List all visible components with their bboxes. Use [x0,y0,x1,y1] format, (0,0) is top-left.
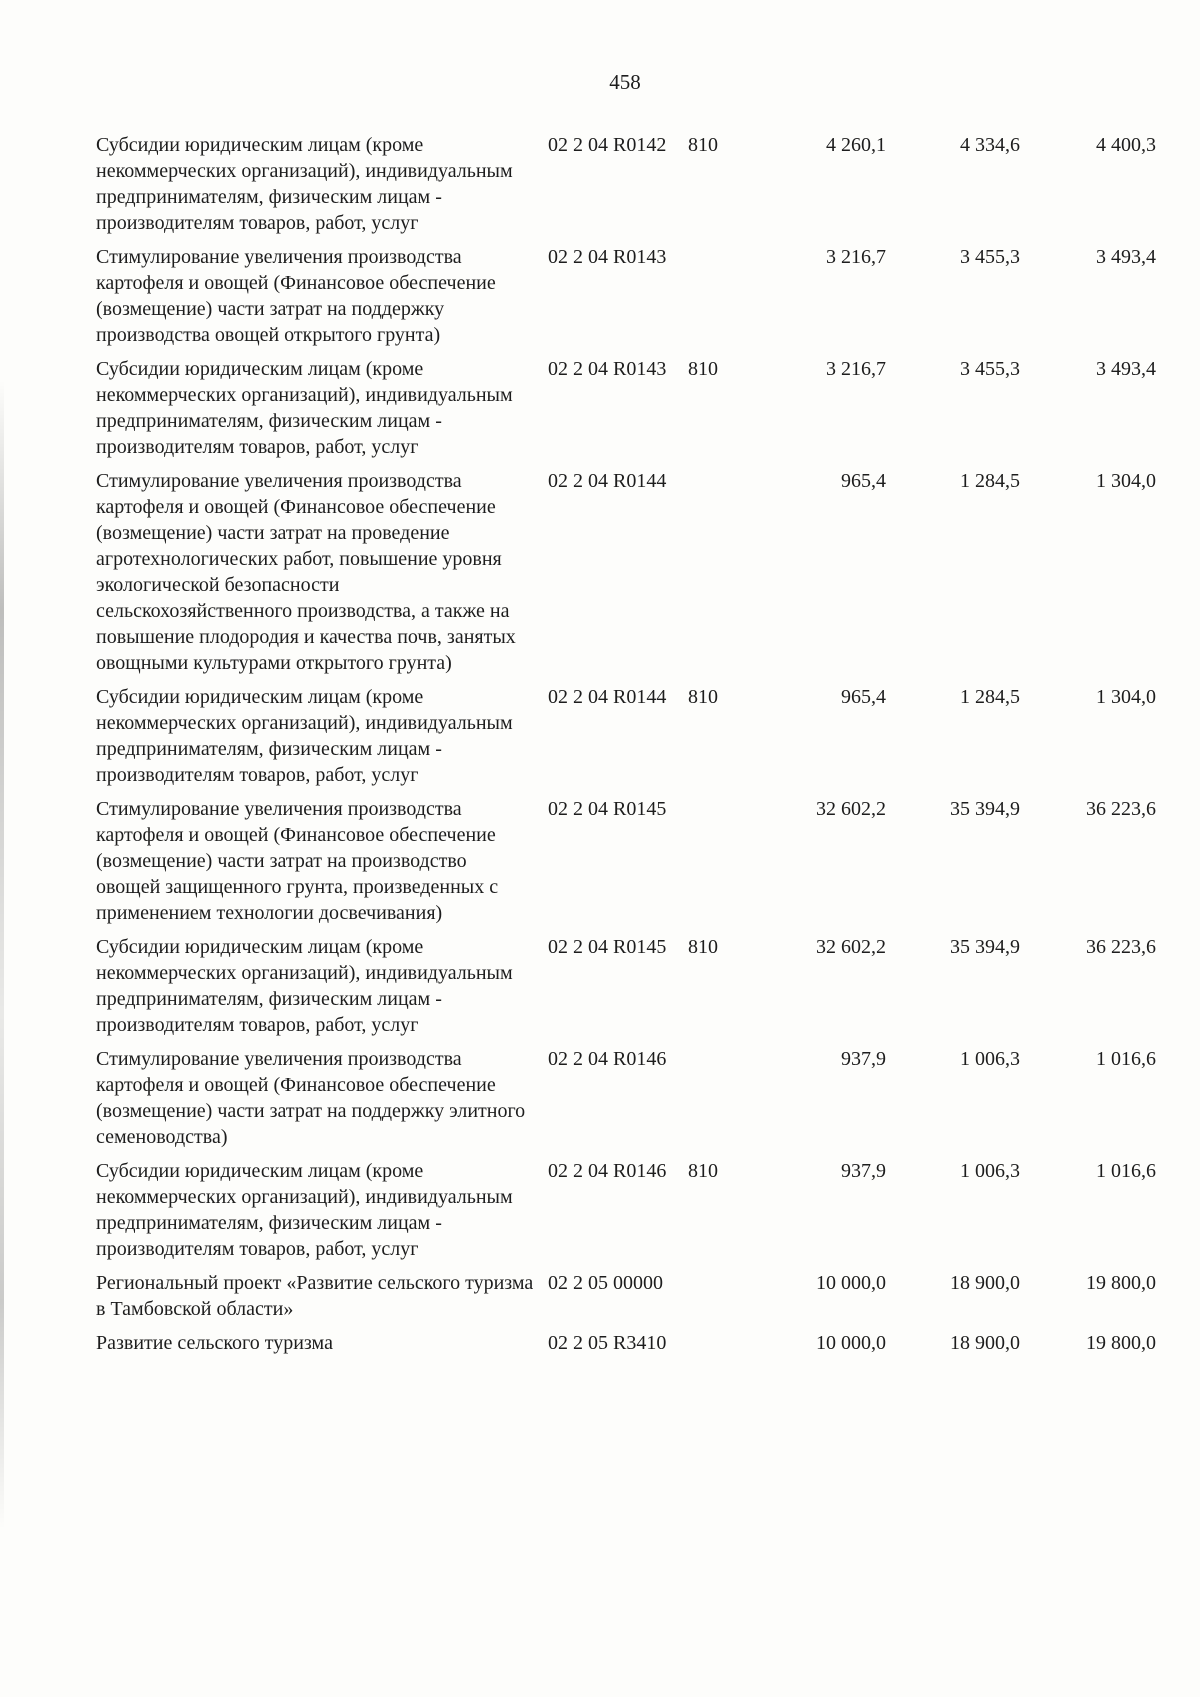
row-amount-year-3: 19 800,0 [1086,1332,1156,1354]
row-amount-year-2: 4 334,6 [960,134,1020,156]
row-amount-year-3: 36 223,6 [1086,798,1156,820]
budget-table [96,132,1166,1364]
row-amount-year-1: 4 260,1 [826,134,886,156]
row-code: 02 2 04 R0146 [548,1160,667,1182]
row-name: Субсидии юридическим лицам (кроме некоммерческих организаций), индивидуальным предпринимателям, физическим лицам - производителям товаров, работ, услуг [96,936,513,1036]
row-amount-year-3: 1 304,0 [1096,686,1156,708]
row-amount-year-3: 3 493,4 [1096,246,1156,268]
row-name: Региональный проект «Развитие сельского туризма в Тамбовской области» [96,1272,534,1320]
row-amount-year-3: 4 400,3 [1096,134,1156,156]
row-amount-year-2: 1 284,5 [960,470,1020,492]
row-name: Субсидии юридическим лицам (кроме некоммерческих организаций), индивидуальным предпринимателям, физическим лицам - производителям товаров, работ, услуг [96,1160,513,1260]
row-name: Стимулирование увеличения производства картофеля и овощей (Финансовое обеспечение (возмещение) части затрат на проведение агротехнологических работ, повышение уровня экологической безопасности сельскохозяйственного производства, а также на повышение плодородия и качества почв, занятых овощными культурами открытого грунта) [96,470,516,674]
table-row [96,1158,1166,1262]
row-amount-year-2: 18 900,0 [950,1332,1020,1354]
table-row [96,934,1166,1038]
row-code: 02 2 04 R0144 [548,470,667,492]
row-amount-year-2: 35 394,9 [950,936,1020,958]
row-amount-year-1: 10 000,0 [816,1272,886,1294]
row-name: Развитие сельского туризма [96,1332,333,1354]
page-number: 458 [609,70,641,94]
row-amount-year-1: 937,9 [841,1160,886,1182]
row-amount-year-1: 3 216,7 [826,358,886,380]
row-amount-year-1: 10 000,0 [816,1332,886,1354]
row-amount-year-2: 1 006,3 [960,1160,1020,1182]
row-amount-year-3: 19 800,0 [1086,1272,1156,1294]
table-row [96,796,1166,926]
row-amount-year-2: 1 284,5 [960,686,1020,708]
row-code: 02 2 04 R0145 [548,798,667,820]
table-row [96,1330,1166,1356]
row-name: Субсидии юридическим лицам (кроме некоммерческих организаций), индивидуальным предпринимателям, физическим лицам - производителям товаров, работ, услуг [96,134,513,234]
row-expense-type: 810 [688,358,718,380]
row-amount-year-2: 3 455,3 [960,358,1020,380]
table-row [96,1270,1166,1322]
row-code: 02 2 04 R0144 [548,686,667,708]
table-row [96,356,1166,460]
row-code: 02 2 04 R0145 [548,936,667,958]
row-amount-year-2: 18 900,0 [950,1272,1020,1294]
row-amount-year-1: 965,4 [841,686,886,708]
row-expense-type: 810 [688,686,718,708]
row-amount-year-1: 965,4 [841,470,886,492]
row-name: Субсидии юридическим лицам (кроме некоммерческих организаций), индивидуальным предпринимателям, физическим лицам - производителям товаров, работ, услуг [96,686,513,786]
row-expense-type: 810 [688,1160,718,1182]
row-name: Стимулирование увеличения производства картофеля и овощей (Финансовое обеспечение (возмещение) части затрат на производство овощей защищенного грунта, произведенных с применением технологии досвечивания) [96,798,499,924]
row-amount-year-1: 32 602,2 [816,798,886,820]
row-amount-year-2: 3 455,3 [960,246,1020,268]
table-row [96,244,1166,348]
row-amount-year-1: 32 602,2 [816,936,886,958]
scan-edge-shadow [0,380,4,1530]
table-row [96,468,1166,676]
row-amount-year-3: 3 493,4 [1096,358,1156,380]
row-code: 02 2 05 R3410 [548,1332,667,1354]
row-name: Субсидии юридическим лицам (кроме некоммерческих организаций), индивидуальным предпринимателям, физическим лицам - производителям товаров, работ, услуг [96,358,513,458]
row-amount-year-1: 3 216,7 [826,246,886,268]
row-code: 02 2 04 R0143 [548,358,667,380]
row-amount-year-3: 1 016,6 [1096,1160,1156,1182]
row-amount-year-2: 35 394,9 [950,798,1020,820]
row-expense-type: 810 [688,936,718,958]
row-code: 02 2 04 R0143 [548,246,667,268]
table-row [96,1046,1166,1150]
table-row [96,132,1166,236]
row-amount-year-1: 937,9 [841,1048,886,1070]
row-expense-type: 810 [688,134,718,156]
row-code: 02 2 04 R0142 [548,134,667,156]
row-name: Стимулирование увеличения производства картофеля и овощей (Финансовое обеспечение (возмещение) части затрат на поддержку элитного семеноводства) [96,1048,526,1148]
row-amount-year-3: 1 304,0 [1096,470,1156,492]
row-amount-year-3: 36 223,6 [1086,936,1156,958]
row-amount-year-2: 1 006,3 [960,1048,1020,1070]
row-amount-year-3: 1 016,6 [1096,1048,1156,1070]
row-name: Стимулирование увеличения производства картофеля и овощей (Финансовое обеспечение (возмещение) части затрат на поддержку производства овощей открытого грунта) [96,246,496,346]
table-row [96,684,1166,788]
row-code: 02 2 04 R0146 [548,1048,667,1070]
row-code: 02 2 05 00000 [548,1272,663,1294]
